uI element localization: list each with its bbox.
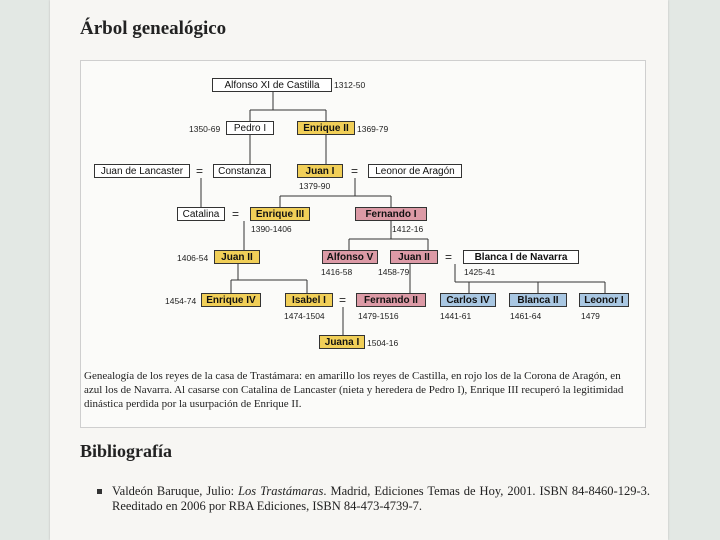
bullet-icon [97, 489, 102, 494]
bibliography-work-title: Los Trastámaras [238, 484, 324, 498]
person-pedro-i: Pedro I [226, 121, 274, 135]
person-fernando-i: Fernando I [355, 207, 427, 221]
reign-dates: 1458-79 [378, 267, 410, 277]
person-alfonso-v: Alfonso V [322, 250, 378, 264]
person-enrique-ii: Enrique II [297, 121, 355, 135]
person-alfonso-xi: Alfonso XI de Castilla [212, 78, 332, 92]
person-carlos-iv: Carlos IV [440, 293, 496, 307]
marriage-symbol: = [339, 293, 347, 307]
person-juan-i: Juan I [297, 164, 343, 178]
reign-dates: 1441-61 [440, 311, 472, 321]
person-enrique-iv: Enrique IV [201, 293, 261, 307]
reign-dates: 1390-1406 [251, 224, 292, 234]
reign-dates: 1479-1516 [358, 311, 399, 321]
bibliography-heading: Bibliografía [80, 441, 173, 461]
person-isabel-i: Isabel I [285, 293, 333, 307]
reign-dates: 1504-16 [367, 338, 399, 348]
figure-caption: Genealogía de los reyes de la casa de Trastámara: en amarillo los reyes de Castilla, en rojo los de la Corona de Aragón, en azul los de Navarra. Al casarse con Catalina de Lancaster (nieta y heredera de Pedro I), Enrique III recuperó la legitimidad dinástica perdida por la usurpación de Enrique II. [84, 370, 624, 410]
bibliography-author: Valdeón Baruque, Julio: [112, 484, 239, 498]
reign-dates: 1312-50 [334, 80, 366, 90]
marriage-symbol: = [232, 207, 240, 221]
reign-dates: 1454-74 [165, 296, 197, 306]
reign-dates: 1350-69 [189, 124, 221, 134]
bibliography-details: . Madrid, Ediciones Temas de Hoy, 2001. ISBN 84-8460-129-3. Reeditado en 2006 por RBA Ediciones, ISBN 84-473-4739-7. [112, 484, 650, 513]
person-leonor-de-aragon: Leonor de Aragón [368, 164, 462, 178]
person-blanca-i-de-navarra: Blanca I de Navarra [463, 250, 579, 264]
person-juana-i: Juana I [319, 335, 365, 349]
reign-dates: 1412-16 [392, 224, 424, 234]
person-leonor-i: Leonor I [579, 293, 629, 307]
page-title: Árbol genealógico [80, 18, 227, 39]
person-juan-ii-aragon: Juan II [390, 250, 438, 264]
person-catalina: Catalina [177, 207, 225, 221]
marriage-symbol: = [351, 164, 359, 178]
reign-dates: 1479 [581, 311, 600, 321]
reign-dates: 1416-58 [321, 267, 353, 277]
marriage-symbol: = [196, 164, 204, 178]
reign-dates: 1461-64 [510, 311, 542, 321]
person-blanca-ii: Blanca II [509, 293, 567, 307]
person-juan-ii-castilla: Juan II [214, 250, 260, 264]
reign-dates: 1425-41 [464, 267, 496, 277]
person-juan-de-lancaster: Juan de Lancaster [94, 164, 190, 178]
marriage-symbol: = [445, 250, 453, 264]
person-constanza: Constanza [213, 164, 271, 178]
bibliography-entry [112, 484, 650, 514]
reign-dates: 1369-79 [357, 124, 389, 134]
person-fernando-ii: Fernando II [356, 293, 426, 307]
reign-dates: 1474-1504 [284, 311, 325, 321]
reign-dates: 1406-54 [177, 253, 209, 263]
person-enrique-iii: Enrique III [250, 207, 310, 221]
reign-dates: 1379-90 [299, 181, 331, 191]
